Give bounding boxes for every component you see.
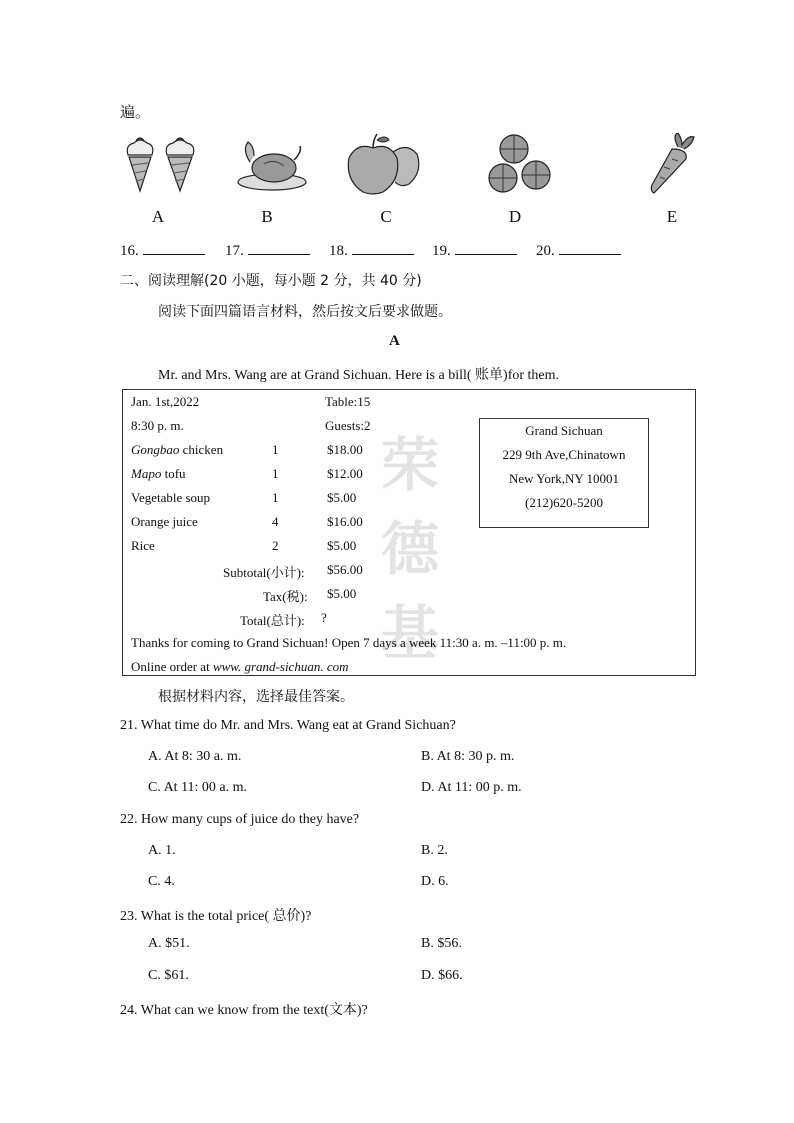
blank-19[interactable]: 19.	[432, 240, 517, 260]
picture-label-e: E	[666, 207, 678, 226]
bill-date: Jan. 1st,2022	[131, 394, 200, 409]
subtotal-value: $56.00	[327, 562, 363, 577]
bill-item-qty: 1	[272, 490, 279, 505]
question-24: 24. What can we know from the text(文本)?	[120, 1003, 368, 1018]
roast-chicken-icon	[236, 138, 308, 192]
address-line: (212)620-5200	[525, 495, 603, 510]
bill-item-qty: 2	[272, 538, 279, 553]
bill-item-name: Rice	[131, 538, 155, 553]
bill-item-price: $16.00	[327, 514, 363, 529]
bill-item-price: $18.00	[327, 442, 363, 457]
bill-item-name: Mapo tofu	[131, 466, 186, 481]
bill-item-price: $5.00	[327, 490, 357, 505]
basketballs-icon	[488, 133, 554, 195]
bill-item-name: Orange juice	[131, 514, 198, 529]
watermark-char: 基	[381, 599, 440, 667]
total-value: ?	[321, 610, 327, 625]
option-22-d[interactable]: D. 6.	[421, 874, 449, 889]
bill-item-price: $12.00	[327, 466, 363, 481]
section-instruction: 阅读下面四篇语言材料，然后按文后要求做题。	[158, 304, 452, 320]
option-21-b[interactable]: B. At 8: 30 p. m.	[421, 749, 515, 764]
bill-thanks: Thanks for coming to Grand Sichuan! Open 7 days a week 11:30 a. m. –11:00 p. m.	[131, 635, 567, 650]
address-line: New York,NY 10001	[508, 471, 620, 486]
subtotal-label: Subtotal(小计):	[223, 565, 305, 580]
bill-item-qty: 1	[272, 466, 279, 481]
picture-label-d: D	[508, 207, 522, 226]
section-title: 二、阅读理解(20 小题，每小题 2 分，共 40 分)	[120, 273, 422, 289]
address-line: 229 9th Ave,Chinatown	[502, 447, 626, 462]
tax-value: $5.00	[327, 586, 357, 601]
bill-time: 8:30 p. m.	[131, 418, 184, 433]
restaurant-address-box	[479, 418, 649, 528]
bill-table: Table:15	[325, 394, 371, 409]
tax-label: Tax(税):	[263, 589, 308, 604]
restaurant-bill	[122, 389, 696, 676]
option-21-c[interactable]: C. At 11: 00 a. m.	[148, 780, 248, 795]
question-22: 22. How many cups of juice do they have?	[120, 812, 360, 827]
question-23: 23. What is the total price( 总价)?	[120, 909, 312, 924]
option-22-b[interactable]: B. 2.	[421, 843, 448, 858]
questions-instruction: 根据材料内容，选择最佳答案。	[158, 689, 354, 705]
address-line: Grand Sichuan	[525, 423, 603, 438]
blank-16[interactable]: 16.	[120, 240, 205, 260]
bill-item-qty: 1	[272, 442, 279, 457]
option-23-a[interactable]: A. $51.	[148, 936, 190, 951]
bill-item-name: Vegetable soup	[131, 490, 211, 505]
watermark-char: 德	[381, 515, 440, 583]
option-21-a[interactable]: A. At 8: 30 a. m.	[148, 749, 242, 764]
total-label: Total(总计):	[240, 613, 305, 628]
blank-18[interactable]: 18.	[329, 240, 414, 260]
bill-item-name: Gongbao chicken	[131, 442, 224, 457]
picture-label-c: C	[380, 207, 392, 226]
passage-intro: Mr. and Mrs. Wang are at Grand Sichuan. Here is a bill( 账单)for them.	[158, 368, 560, 383]
option-22-c[interactable]: C. 4.	[148, 874, 175, 889]
bill-item-qty: 4	[272, 514, 279, 529]
picture-label-b: B	[261, 207, 273, 226]
apples-icon	[343, 132, 423, 196]
bill-online-order: Online order at www. grand-sichuan. com	[131, 659, 349, 674]
option-23-b[interactable]: B. $56.	[421, 936, 462, 951]
option-21-d[interactable]: D. At 11: 00 p. m.	[421, 780, 522, 795]
question-21: 21. What time do Mr. and Mrs. Wang eat at Grand Sichuan?	[120, 718, 456, 733]
blank-20[interactable]: 20.	[536, 240, 621, 260]
watermark-char: 荣	[381, 431, 440, 499]
bill-guests: Guests:2	[325, 418, 371, 433]
blank-17[interactable]: 17.	[225, 240, 310, 260]
bill-item-price: $5.00	[327, 538, 357, 553]
ice-cream-cones-icon	[120, 133, 202, 193]
carrot-icon	[648, 133, 696, 195]
option-23-d[interactable]: D. $66.	[421, 968, 463, 983]
passage-letter: A	[389, 333, 400, 349]
continued-text: 遍。	[120, 103, 151, 121]
option-22-a[interactable]: A. 1.	[148, 843, 176, 858]
option-23-c[interactable]: C. $61.	[148, 968, 189, 983]
picture-label-a: A	[151, 207, 165, 226]
